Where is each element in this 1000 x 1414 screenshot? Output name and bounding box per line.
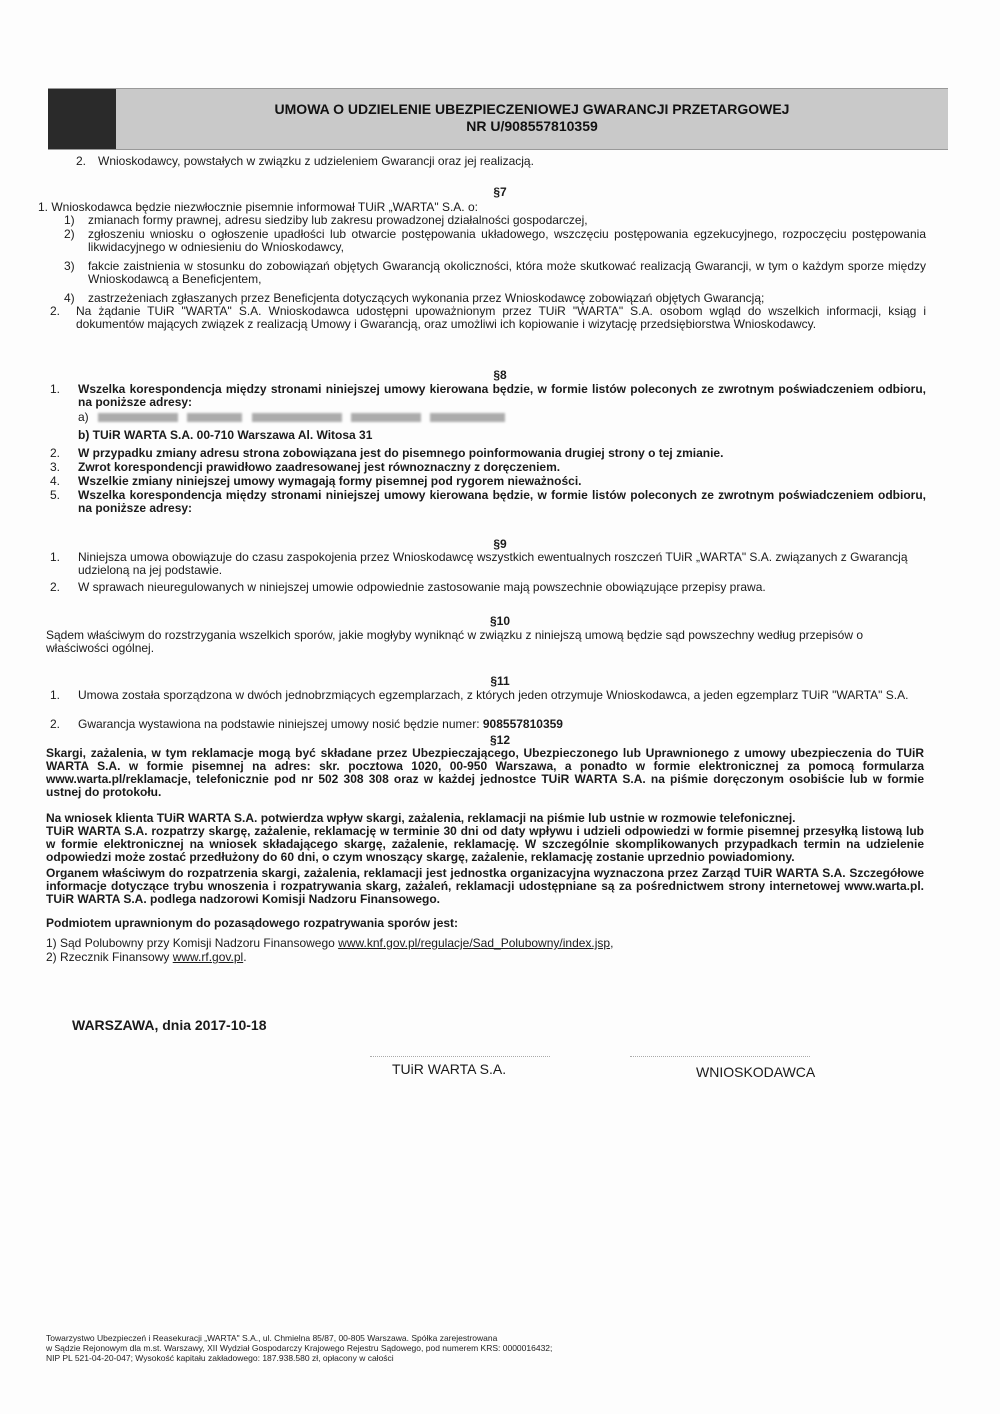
s8-item-3-number: 3. [50, 460, 61, 474]
s7-p2: Na żądanie TUiR "WARTA" S.A. Wnioskodawca udostępni upoważnionym przez TUiR "WARTA" S.A. osobom wgląd do wszelkich informacji, ksiąg i dokumentów mających związek z realizacją Umowy i Gwarancją, oraz umożliwi ich kopiowanie i wizytację przedsiębiorstwa Wnioskodawcy. [76, 304, 926, 331]
s8-address-a [78, 411, 678, 424]
s12-list-2 [46, 951, 924, 964]
s7-item-1: zmianach formy prawnej, adresu siedziby lub zakresu prowadzonej działalności gospodarczej, [88, 213, 588, 227]
s12-list-2-text: 2) Rzecznik Finansowy [46, 950, 173, 964]
s10-text: Sądem właściwym do rozstrzygania wszelkich sporów, jakie mogłyby wyniknąć w związku z niniejszą umową będzie sąd powszechny według przepisów o właściwości ogólnej. [46, 628, 864, 655]
s7-p2-number: 2. [50, 304, 61, 318]
s11-p2-text: Gwarancja wystawiona na podstawie niniejszej umowy nosić będzie numer: [78, 717, 483, 731]
s12-list-1-text: 1) Sąd Polubowny przy Komisji Nadzoru Finansowego [46, 936, 339, 950]
footer-line-2: w Sądzie Rejonowym dla m.st. Warszawy, XII Wydział Gospodarczy Krajowego Rejestru Sądowego, pod numerem KRS: 0000016432; [46, 1343, 553, 1353]
s11-p2 [78, 718, 928, 731]
s9-p2-number: 2. [50, 580, 61, 594]
s11-p1-number: 1. [50, 688, 61, 702]
s8-item-2: W przypadku zmiany adresu strona zobowiązana jest do pisemnego poinformowania drugiej strony o tej zmianie. [78, 446, 724, 460]
signature-label-left: TUiR WARTA S.A. [392, 1061, 507, 1077]
s8-item-3: Zwrot korespondencji prawidłowo zaadresowanej jest równoznaczny z doręczeniem. [78, 460, 561, 474]
s7-item-2: zgłoszeniu wniosku o ogłoszenie upadłości lub otwarcie postępowania układowego, wszczęciu postępowania egzekucyjnego, rozpoczęciu postępowania likwidacyjnego w odniesieniu do Wnioskodawcy, [88, 227, 926, 254]
s11-p1: Umowa została sporządzona w dwóch jednobrzmiących egzemplarzach, z których jeden otrzymuje Wnioskodawca, a jeden egzemplarz TUiR "WARTA" S.A. [78, 688, 909, 702]
signature-label-right: WNIOSKODAWCA [696, 1064, 816, 1080]
s8-item-5-number: 5. [50, 488, 61, 502]
s9-p1-number: 1. [50, 550, 61, 564]
section-9-title: §9 [493, 537, 507, 551]
title-line-2: NR U/908557810359 [466, 118, 598, 134]
s8-address-a-label: a) [78, 410, 89, 424]
s7-item-3: fakcie zaistnienia w stosunku do zobowiązań objętych Gwarancją okoliczności, która może skutkować realizacją Gwarancji, w tym o każdym sporze między Wnioskodawcą a Beneficjentem, [88, 259, 926, 286]
knf-link[interactable]: www.knf.gov.pl/regulacje/Sad_Polubowny/index.jsp [338, 936, 611, 950]
s7-item-2-number: 2) [64, 227, 75, 241]
s7-item-3-number: 3) [64, 259, 75, 273]
section-12-title: §12 [489, 733, 511, 747]
s8-p1-number: 1. [50, 382, 61, 396]
company-footer [46, 1333, 646, 1363]
rf-link[interactable]: www.rf.gov.pl [172, 950, 244, 964]
s12-list-1-end: , [610, 936, 614, 950]
s8-item-2-number: 2. [50, 446, 61, 460]
signature-line-left [370, 1056, 550, 1057]
guarantee-number: 908557810359 [482, 717, 563, 731]
s11-p2-number: 2. [50, 717, 61, 731]
s9-p2: W sprawach nieuregulowanych w niniejszej umowie odpowiednie zastosowanie mają powszechnie obowiązujące przepisy prawa. [78, 580, 766, 594]
footer-line-3: NIP PL 521-04-20-047; Wysokość kapitału zakładowego: 187.938.580 zł, opłacony w całości [46, 1353, 394, 1363]
s12-p1: Skargi, zażalenia, w tym reklamacje mogą być składane przez Ubezpieczającego, Ubezpieczonego lub Uprawnionego z umowy ubezpieczenia do TUiR WARTA S.A. w formie pisemnej na adres: skr. pocztowa 1020, 00-950 Warszawa, a ponadto w formie elektronicznej za pomocą formularza www.warta.pl/reklamacje, telefonicznie pod nr 502 308 308 oraz w każdej jednostce TUiR WARTA S.A. na piśmie doręczonym osobiście lub w formie ustnej do protokołu. [46, 746, 924, 799]
redacted-block [351, 413, 421, 422]
s7-p1: 1. Wnioskodawca będzie niezwłocznie pisemnie informował TUiR „WARTA" S.A. o: [38, 200, 478, 214]
section-7-title: §7 [493, 185, 507, 199]
redacted-block [430, 413, 505, 422]
s12-p2: Na wniosek klienta TUiR WARTA S.A. potwierdza wpływ skargi, zażalenia, reklamacji na piśmie lub ustnie w rozmowie telefonicznej. [46, 811, 796, 825]
redacted-block [252, 413, 342, 422]
section-8-title: §8 [493, 368, 507, 382]
s12-p3: TUiR WARTA S.A. rozpatrzy skargę, zażalenie, reklamację w terminie 30 dni od daty wpływu i udzieli odpowiedzi w formie pisemnej przesyłką listową lub w formie elektronicznej na wniosek składającego skargę, zażalenie, reklamację. W szczególnie skomplikowanych przypadkach termin na udzielenie odpowiedzi może zostać przedłużony do 60 dni, o czym wnoszący skargę, zażalenie, reklamację zostanie uprzednio powiadomiony. [46, 824, 924, 864]
s12-p4: Organem właściwym do rozpatrzenia skargi, zażalenia, reklamacji jest jednostka organizacyjna wyznaczona przez Zarząd TUiR WARTA S.A. Szczegółowe informacje dotyczące trybu wnoszenia i rozpatrywania skarg, zażaleń, reklamacji udostępniane są za pośrednictwem strony internetowej www.warta.pl. TUiR WARTA S.A. podlega nadzorowi Komisji Nadzoru Finansowego. [46, 866, 924, 906]
intro-number: 2. [76, 154, 87, 168]
s8-item-5: Wszelka korespondencja między stronami niniejszej umowy kierowana będzie, w formie listów poleconych ze zwrotnym poświadczeniem odbioru, na poniższe adresy: [78, 488, 926, 515]
s7-item-1-number: 1) [64, 213, 75, 227]
footer-line-1: Towarzystwo Ubezpieczeń i Reasekuracji „WARTA" S.A., ul. Chmielna 85/87, 00-805 Warszawa. Spółka zarejestrowana [46, 1333, 498, 1343]
s7-item-4-number: 4) [64, 291, 75, 305]
s8-p1: Wszelka korespondencja między stronami niniejszej umowy kierowana będzie, w formie listów poleconych ze zwrotnym poświadczeniem odbioru, na poniższe adresy: [78, 382, 926, 409]
section-10-title: §10 [489, 614, 511, 628]
s9-p1: Niniejsza umowa obowiązuje do czasu zaspokojenia przez Wnioskodawcę wszystkich ewentualnych roszczeń TUiR „WARTA" S.A. związanych z Gwarancją udzieloną na jej podstawie. [78, 550, 908, 577]
document-header [48, 88, 948, 150]
section-11-title: §11 [490, 674, 510, 688]
signature-line-right [630, 1056, 810, 1057]
signing-date: WARSZAWA, dnia 2017-10-18 [72, 1017, 267, 1033]
s12-list-2-end: . [243, 950, 247, 964]
header-dark-block [48, 89, 116, 149]
intro-text: Wnioskodawcy, powstałych w związku z udzieleniem Gwarancji oraz jej realizacją. [98, 154, 534, 168]
document-title [116, 101, 948, 135]
s8-address-b: b) TUiR WARTA S.A. 00-710 Warszawa Al. Witosa 31 [78, 428, 373, 442]
title-line-1: UMOWA O UDZIELENIE UBEZPIECZENIOWEJ GWARANCJI PRZETARGOWEJ [274, 101, 790, 117]
s12-p5: Podmiotem uprawnionym do pozasądowego rozpatrywania sporów jest: [46, 916, 459, 930]
s12-list-1 [46, 937, 924, 950]
redacted-block [187, 413, 242, 422]
s8-item-4-number: 4. [50, 474, 61, 488]
s7-item-4: zastrzeżeniach zgłaszanych przez Beneficjenta dotyczących wykonania przez Wnioskodawcę zobowiązań objętych Gwarancją; [88, 291, 765, 305]
s8-item-4: Wszelkie zmiany niniejszej umowy wymagają formy pisemnej pod rygorem nieważności. [78, 474, 582, 488]
redacted-block [98, 413, 178, 422]
